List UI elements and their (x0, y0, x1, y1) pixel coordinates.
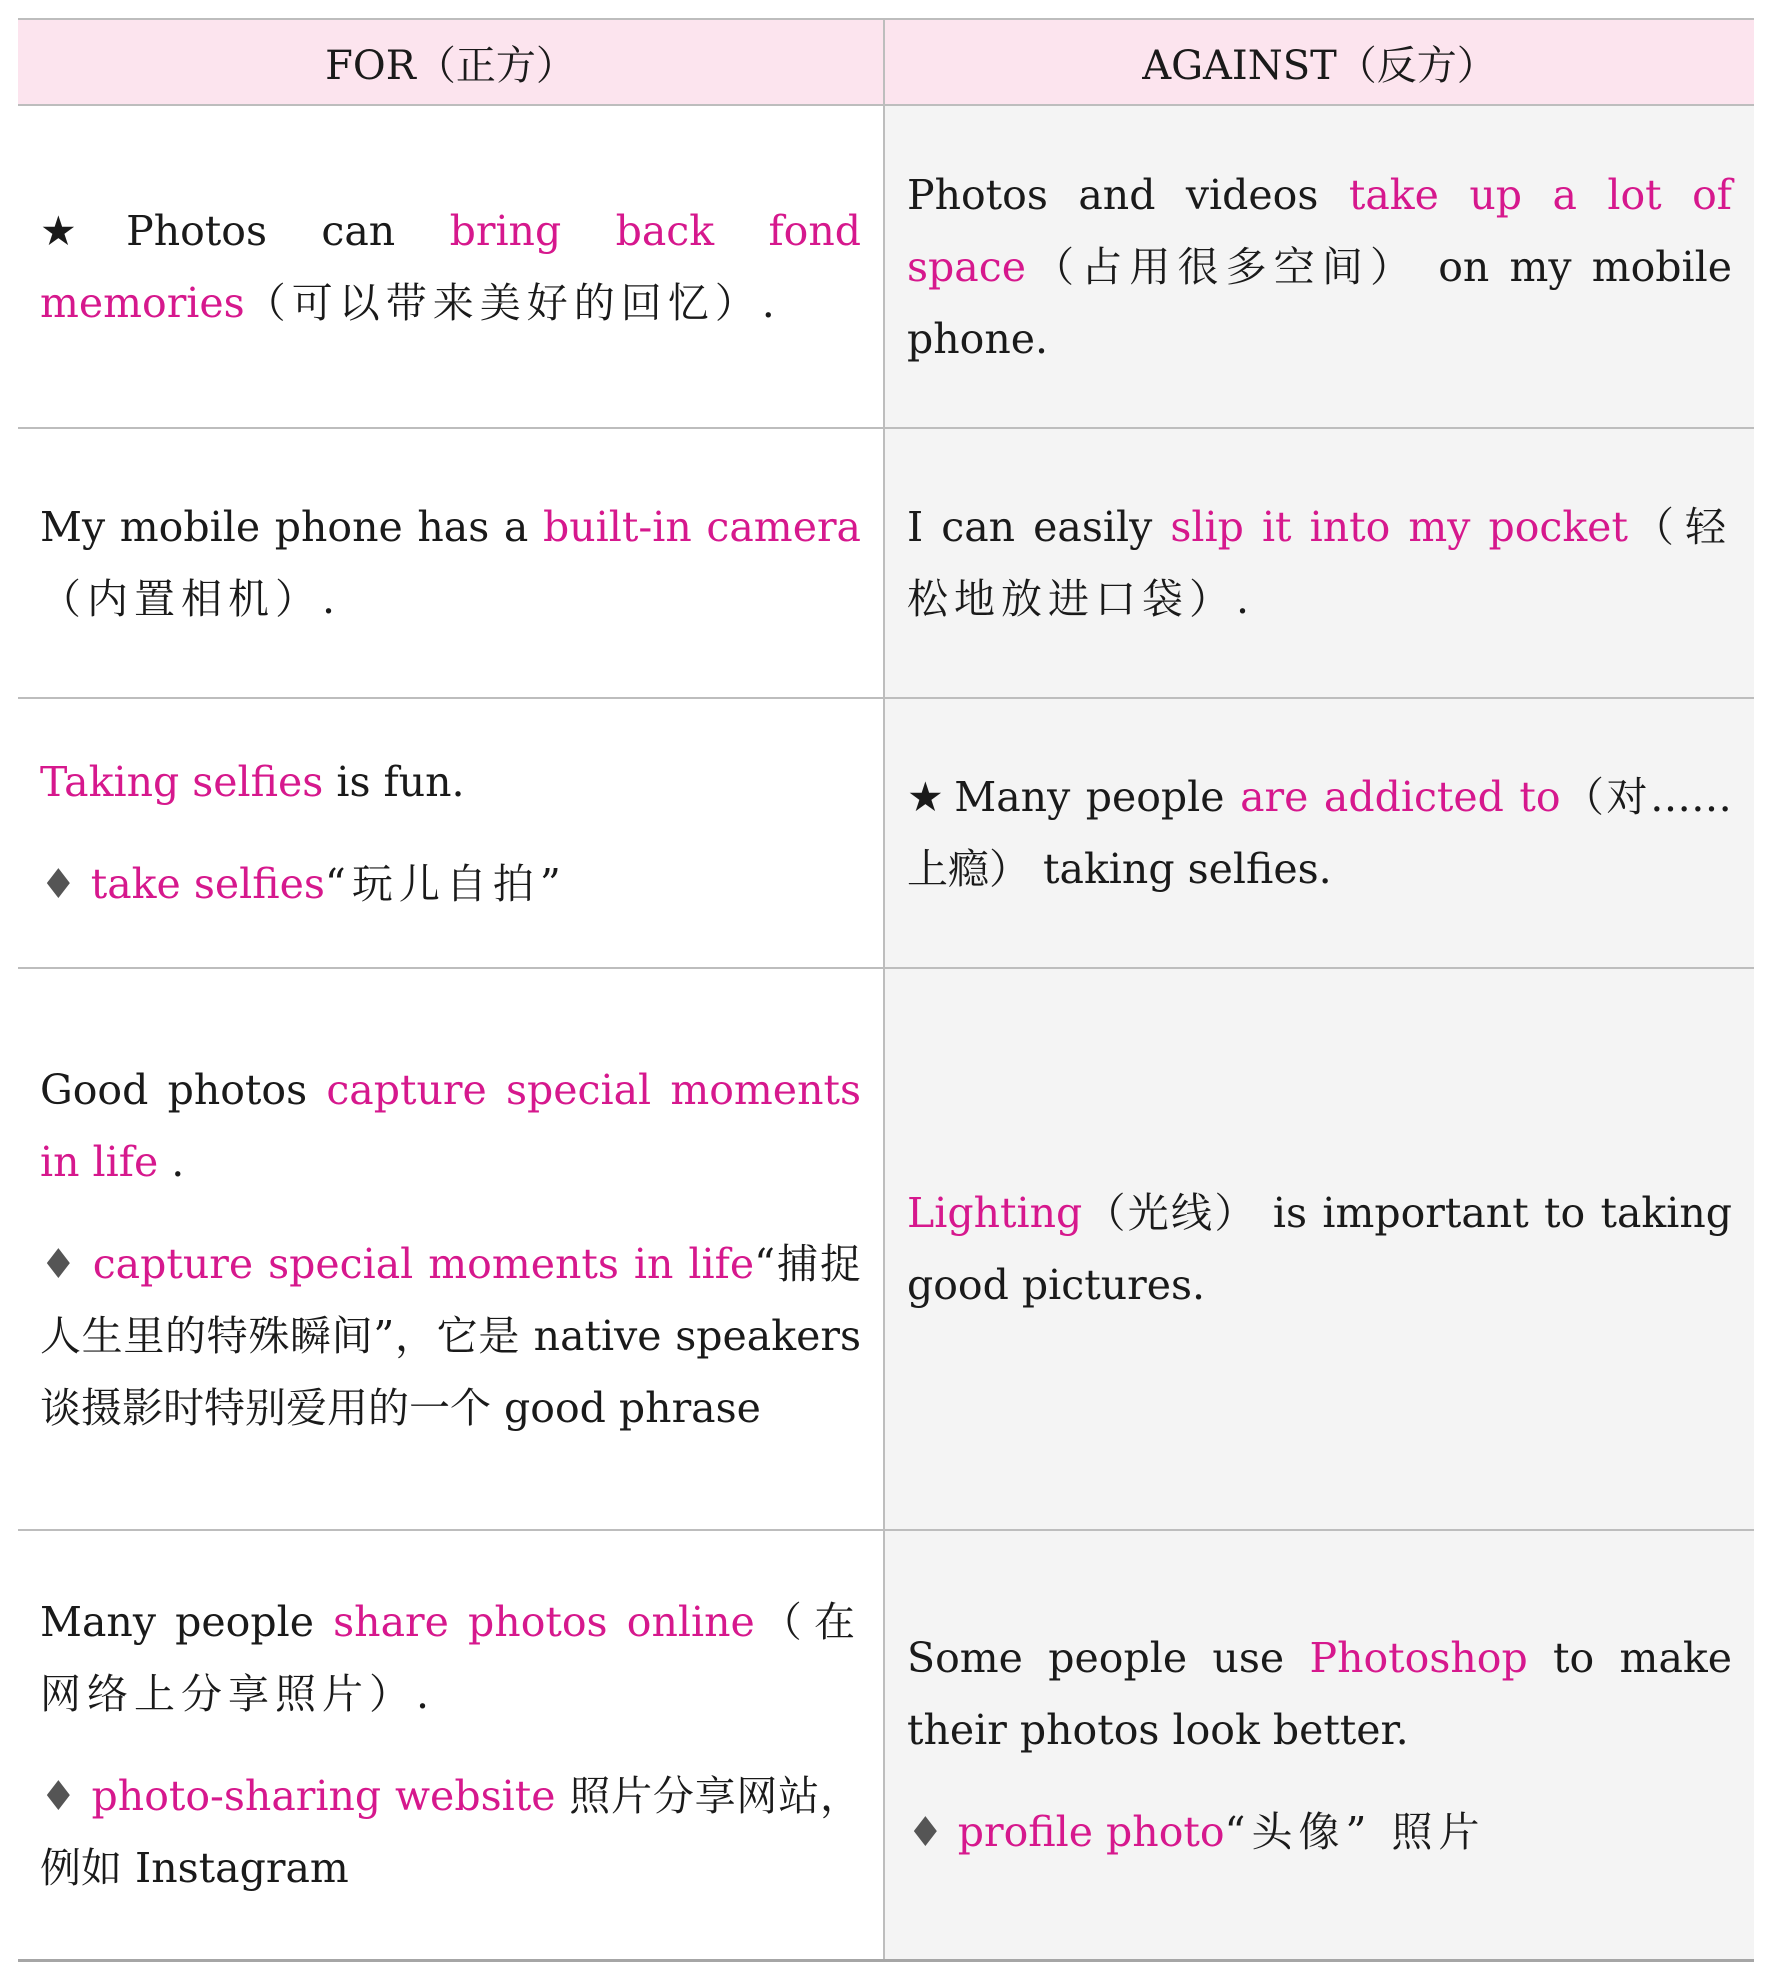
for-column-header: FOR（正方） (18, 19, 884, 105)
statement-text: My mobile phone has a (40, 503, 544, 551)
highlighted-phrase: take selfies (90, 860, 325, 908)
statement-text: （占用很多空间） on my mobile phone. (907, 242, 1732, 363)
statement-text: Photos can (126, 206, 450, 255)
table-row (18, 1530, 1754, 1960)
vocabulary-note (907, 1796, 1732, 1868)
highlighted-phrase: are addicted to (1240, 773, 1561, 821)
table-row (18, 428, 1754, 698)
against-cell (884, 698, 1754, 968)
for-cell (18, 105, 884, 428)
highlighted-phrase: bring back fond memories (40, 206, 861, 327)
highlighted-phrase: Photoshop (1309, 1633, 1528, 1682)
diamond-bullet-icon: ♦ (40, 1771, 78, 1820)
for-cell (18, 428, 884, 698)
against-statement (907, 1177, 1732, 1321)
note-text: “捕捉人生里的特殊瞬间”，它是 native speakers 谈摄影时特别爱用的一个 good phrase (40, 1240, 861, 1432)
highlighted-phrase: photo-sharing website (91, 1771, 556, 1820)
statement-text: Some people use (907, 1633, 1310, 1682)
star-icon: ★ (40, 206, 119, 255)
for-statement (40, 746, 861, 818)
vocabulary-note (40, 848, 861, 920)
highlighted-phrase: slip it into my pocket (1170, 503, 1628, 551)
highlighted-phrase: capture special moments in life (92, 1240, 755, 1288)
against-cell (884, 428, 1754, 698)
for-statement (40, 1054, 861, 1198)
vocabulary-note (40, 1228, 861, 1444)
against-statement (907, 159, 1732, 375)
statement-text: I can easily (907, 503, 1171, 551)
highlighted-phrase: share photos online (333, 1597, 755, 1646)
statement-text: （光线） is important to taking good pictures. (907, 1189, 1732, 1309)
against-statement (907, 491, 1732, 635)
for-statement (40, 491, 861, 635)
against-statement (907, 761, 1732, 905)
against-cell (884, 968, 1754, 1530)
debate-table (18, 18, 1754, 1962)
table-row (18, 968, 1754, 1530)
chinese-gloss: （在网络上分享照片）. (40, 1597, 862, 1718)
table-row (18, 698, 1754, 968)
table-row (18, 105, 1754, 428)
for-statement (40, 1586, 861, 1730)
statement-text: Photos and videos (907, 170, 1349, 219)
statement-text: （对……上瘾） taking selfies. (907, 773, 1733, 893)
note-text: 照片分享网站，例如 Instagram (40, 1771, 861, 1892)
statement-text: is fun. (323, 758, 465, 806)
vocabulary-note (40, 1760, 861, 1904)
for-statement (40, 195, 861, 339)
statement-text: Many people (40, 1597, 334, 1646)
highlighted-phrase: Lighting (907, 1189, 1083, 1237)
chinese-gloss: （轻松地放进口袋）. (907, 503, 1733, 623)
diamond-bullet-icon: ♦ (40, 860, 77, 908)
chinese-gloss: “玩儿自拍” (324, 860, 567, 908)
highlighted-phrase: take up a lot of space (907, 170, 1732, 291)
against-cell (884, 1530, 1754, 1960)
against-statement (907, 1622, 1732, 1766)
chinese-gloss: （可以带来美好的回忆）. (244, 278, 781, 327)
chinese-gloss: “头像” 照片 (1224, 1807, 1486, 1856)
highlighted-phrase: Taking selfies (40, 758, 324, 806)
header-row (18, 19, 1754, 105)
highlighted-phrase: built-in camera (543, 503, 861, 551)
star-icon: ★ (907, 773, 947, 821)
for-cell (18, 968, 884, 1530)
diamond-bullet-icon: ♦ (907, 1807, 944, 1856)
for-cell (18, 1530, 884, 1960)
chinese-gloss: （内置相机）. (40, 575, 342, 623)
statement-text: to make their photos look better. (907, 1633, 1732, 1754)
highlighted-phrase: profile photo (957, 1807, 1225, 1856)
statement-text: Good photos (40, 1066, 327, 1114)
diamond-bullet-icon: ♦ (40, 1240, 79, 1288)
against-cell (884, 105, 1754, 428)
against-column-header: AGAINST（反方） (884, 19, 1754, 105)
statement-text: Many people (954, 773, 1241, 821)
highlighted-phrase: capture special moments in life (40, 1066, 861, 1186)
for-cell (18, 698, 884, 968)
statement-text: . (158, 1138, 185, 1186)
